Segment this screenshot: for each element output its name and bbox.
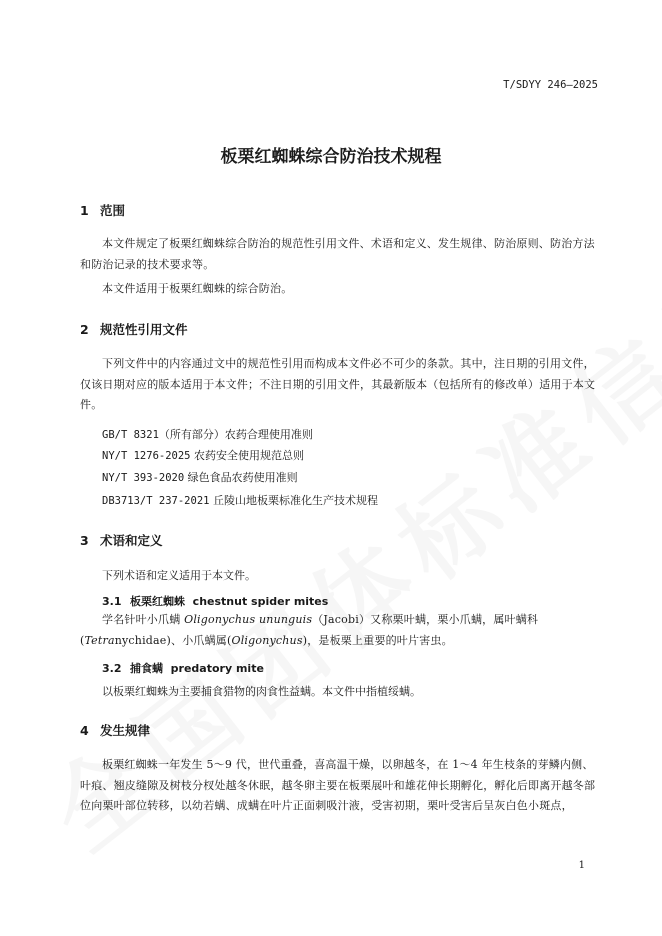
term-3-1-heading	[102, 593, 328, 609]
reference-title: （所有部分）农药合理使用准则	[158, 428, 313, 441]
reference-code: DB3713/T 237-2021	[102, 495, 210, 507]
paragraph: 本文件适用于板栗红蜘蛛的综合防治。	[102, 282, 293, 295]
section-1-heading	[80, 201, 125, 219]
reference-title: 农药安全使用规范总则	[190, 449, 305, 462]
definition-text: 学名针叶小爪螨	[102, 613, 185, 626]
paragraph: 本文件规定了板栗红蜘蛛综合防治的规范性引用文件、术语和定义、发生规律、防治原则、防治方法和防治记录的技术要求等。	[80, 237, 595, 271]
section-title: 范围	[100, 203, 126, 218]
section-title: 发生规律	[100, 723, 151, 738]
term-english: predatory mite	[170, 662, 264, 675]
latin-name: Tetra	[84, 633, 115, 647]
paragraph: 下列术语和定义适用于本文件。	[102, 569, 256, 582]
latin-name: Oligonychus ununguis	[184, 613, 313, 626]
document-title: 板栗红蜘蛛综合防治技术规程	[220, 147, 442, 167]
reference-code: GB/T 8321	[102, 429, 159, 441]
term-number: 3.1	[102, 595, 122, 608]
reference-item	[102, 469, 298, 485]
section-4-heading	[80, 721, 150, 739]
section-title: 术语和定义	[100, 533, 163, 548]
section-2-heading	[80, 320, 188, 338]
reference-code: NY/T 393-2020	[102, 472, 185, 484]
term-definition	[80, 610, 598, 651]
reference-title: 绿色食品农药使用准则	[184, 471, 298, 484]
section-title: 规范性引用文件	[100, 322, 188, 337]
term-english: chestnut spider mites	[192, 595, 329, 608]
term-number: 3.2	[102, 662, 122, 675]
definition-text: )，是板栗上重要的叶片害虫。	[302, 633, 453, 647]
section-3-heading	[80, 531, 163, 549]
section-number: 1	[80, 203, 89, 218]
reference-code: NY/T 1276-2025	[102, 450, 191, 462]
paragraph: 板栗红蜘蛛一年发生 5～9 代，世代重叠，喜高温干燥，以卵越冬，在 1～4 年生枝条的芽鳞内侧、叶痕、翘皮缝隙及树枝分杈处越冬休眠，越冬卵主要在板栗展叶和雄花伸长期孵化，孵化后即离开越冬部位向栗叶部位转移，以幼若螨、成螨在叶片正面刺吸汁液，受害初期，栗叶受害后呈灰白色小斑点，	[80, 758, 596, 812]
reference-item	[102, 492, 378, 508]
term-name: 板栗红蜘蛛	[130, 595, 185, 608]
reference-item	[102, 447, 304, 463]
standard-code: T/SDYY 246—2025	[503, 79, 598, 91]
term-name: 捕食螨	[130, 662, 163, 675]
reference-title: 丘陵山地板栗标准化生产技术规程	[209, 494, 378, 507]
section-number: 3	[80, 533, 89, 548]
section-number: 4	[80, 723, 89, 738]
page-number: 1	[578, 860, 585, 871]
reference-item	[102, 426, 313, 442]
definition-text: nychidae)、小爪螨属(	[114, 633, 232, 647]
definition-text: （Jacobi）又称栗叶螨，栗小爪螨，属叶螨科(	[80, 613, 539, 647]
paragraph: 下列文件中的内容通过文中的规范性引用而构成本文件必不可少的条款。其中，注日期的引用文件，仅该日期对应的版本适用于本文件；不注日期的引用文件，其最新版本（包括所有的修改单）适用于本文件。	[80, 357, 596, 411]
term-3-2-heading	[102, 660, 264, 676]
latin-name: Oligonychus	[231, 633, 303, 647]
section-number: 2	[80, 322, 89, 337]
term-definition: 以板栗红蜘蛛为主要捕食猎物的肉食性益螨。本文件中指植绥螨。	[102, 685, 421, 698]
